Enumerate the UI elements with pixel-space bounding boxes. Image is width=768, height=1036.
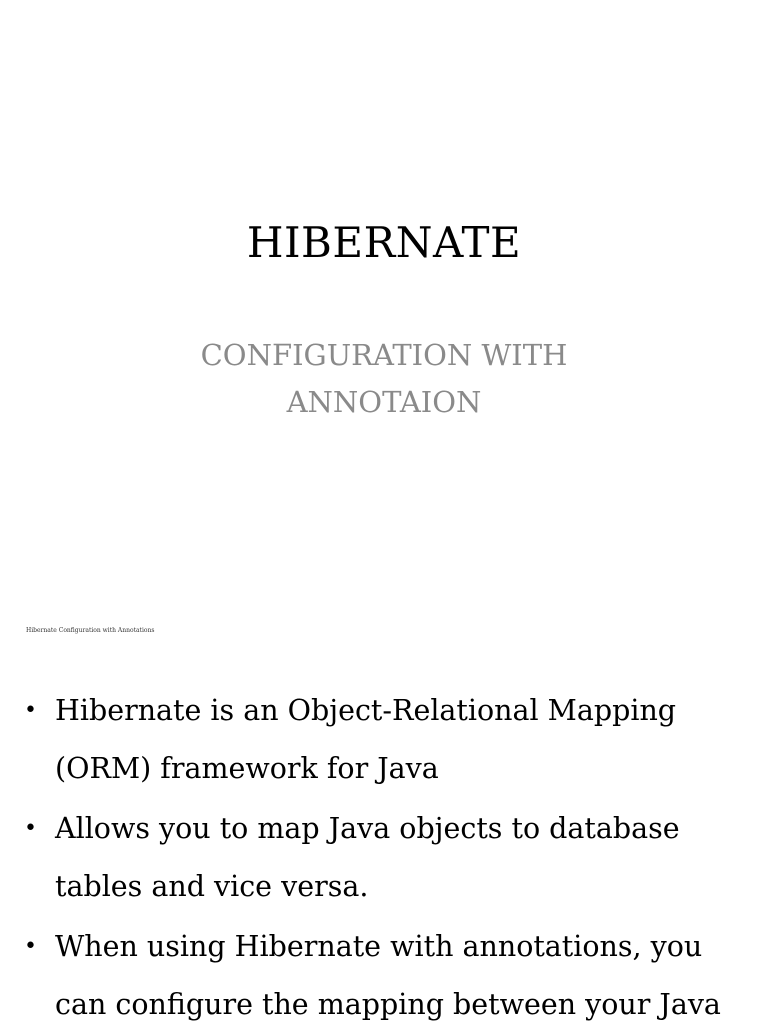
slide-subtitle [0,332,768,426]
bullet-dot-icon: • [24,934,37,959]
bullet-item [24,682,744,798]
slide-footer: Hibernate Configuration with Annotations [26,627,155,634]
bullet-text: Hibernate is an Object-Relational Mapping (ORM) framework for Java [55,694,677,785]
slide-title: HIBERNATE [246,218,522,267]
subtitle-line-2: ANNOTAION [286,385,482,419]
bullet-text: Allows you to map Java objects to database tables and vice versa. [55,812,680,903]
bullet-item [24,918,744,1034]
bullet-item [24,800,744,916]
bullet-dot-icon: • [24,698,37,723]
bullet-list [24,682,744,1036]
subtitle-line-1: CONFIGURATION WITH [200,338,568,372]
bullet-dot-icon: • [24,816,37,841]
bullet-text: When using Hibernate with annotations, you can configure the mapping between your Java [55,930,721,1021]
